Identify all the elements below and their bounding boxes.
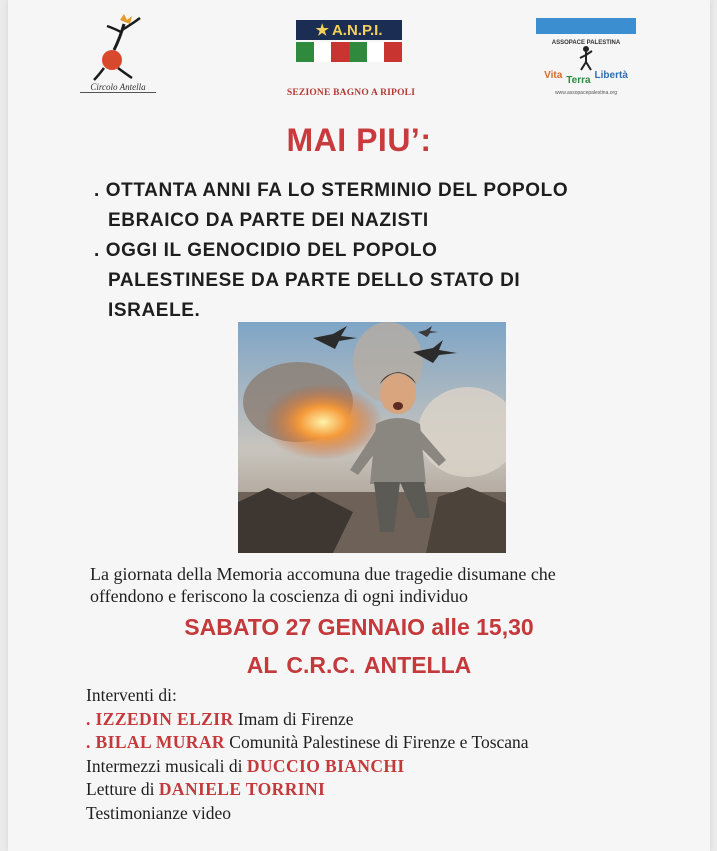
- event-date: SABATO 27 GENNAIO alle 15,30: [184, 614, 534, 640]
- bullet-list: [94, 176, 694, 326]
- speaker-row: [86, 731, 706, 755]
- circolo-logo: [74, 12, 164, 98]
- readings-name: DANIELE TORRINI: [158, 779, 326, 799]
- circolo-logo-text: Circolo Antella: [80, 82, 156, 93]
- motto-word-terra: Terra: [566, 75, 591, 86]
- dancing-figure-icon: [74, 12, 164, 84]
- readings-label: Letture di: [86, 779, 159, 799]
- event-details: [86, 684, 706, 825]
- war-photo: [238, 322, 506, 553]
- section-label: SEZIONE BAGNO A RIPOLI: [286, 88, 416, 98]
- bullet-2-line-2: PALESTINESE DA PARTE DELLO STATO DI: [108, 270, 521, 291]
- intro-line-2: offendono e feriscono la coscienza di ogni individuo: [90, 586, 469, 606]
- star-icon: ★: [315, 22, 329, 39]
- flyer-page: [8, 0, 710, 851]
- speaker-role: Imam di Firenze: [233, 708, 354, 729]
- figure-icon: [574, 44, 598, 72]
- speaker-row: [86, 708, 706, 732]
- event-place: AL C.R.C. ANTELLA: [246, 652, 472, 678]
- speaker-role: Comunità Palestinese di Firenze e Toscana: [224, 732, 529, 752]
- anpi-label: A.N.P.I.: [331, 21, 383, 39]
- bullet-2-line-3: ISRAELE.: [108, 300, 201, 321]
- speaker-name: . BILAL MURAR: [86, 732, 225, 752]
- motto-word-vita: Vita: [544, 70, 563, 81]
- assopace-name: ASSOPACE PALESTINA: [551, 40, 621, 46]
- speaker-name: . IZZEDIN ELZIR: [86, 708, 234, 729]
- video-row: Testimonianze video: [86, 802, 232, 823]
- intro-text: [90, 563, 690, 607]
- headline: MAI PIU’:: [286, 122, 432, 158]
- music-row: [86, 755, 706, 779]
- bullet-2-line-1: . OGGI IL GENOCIDIO DEL POPOLO: [94, 240, 438, 261]
- speakers-label: Interventi di:: [86, 685, 177, 705]
- bullet-1-line-2: EBRAICO DA PARTE DEI NAZISTI: [108, 210, 429, 231]
- music-label: Intermezzi musicali di: [86, 755, 247, 776]
- intro-line-1: La giornata della Memoria accomuna due tragedie disumane che: [90, 564, 556, 584]
- anpi-logo: [296, 20, 402, 62]
- tricolore-flag: [296, 42, 402, 62]
- assopace-logo: [536, 18, 636, 104]
- motto-word-liberta: Libertà: [594, 70, 628, 81]
- sky-band: [536, 18, 636, 34]
- assopace-url: www.assopacepalestina.org: [555, 90, 617, 96]
- readings-row: [86, 778, 706, 802]
- music-name: DUCCIO BIANCHI: [246, 755, 405, 776]
- assopace-motto: [536, 70, 636, 86]
- bullet-1-line-1: . OTTANTA ANNI FA LO STERMINIO DEL POPOLO: [94, 180, 569, 201]
